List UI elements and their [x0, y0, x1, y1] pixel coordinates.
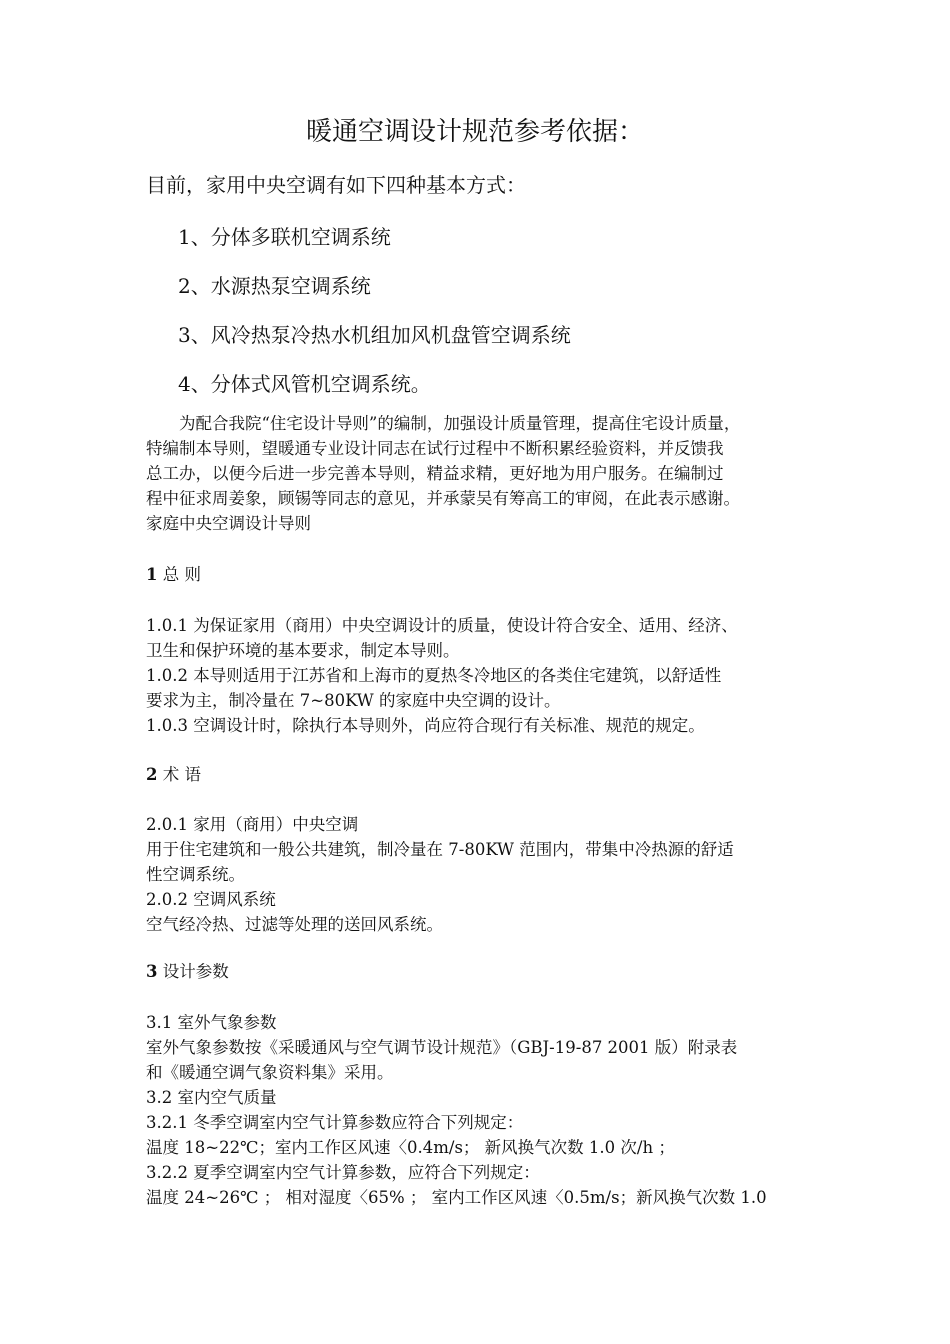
section-title: 总 则: [162, 565, 201, 584]
clause-line: 1.0.2 本导则适用于江苏省和上海市的夏热冬冷地区的各类住宅建筑，以舒适性: [146, 666, 722, 685]
section-1-heading: [146, 562, 201, 587]
method-item-2: 2、水源热泵空调系统: [178, 274, 371, 298]
section-title: 设计参数: [162, 962, 229, 981]
clause-line: 用于住宅建筑和一般公共建筑，制冷量在 7-80KW 范围内，带集中冷热源的舒适: [146, 840, 734, 859]
clause-line: 性空调系统。: [146, 865, 245, 884]
intro-text: 目前，家用中央空调有如下四种基本方式：: [146, 173, 526, 197]
preface-line: 特编制本导则，望暖通专业设计同志在试行过程中不断积累经验资料，并反馈我: [146, 439, 724, 458]
clause-line: 3.1 室外气象参数: [146, 1013, 277, 1032]
section-3-heading: [146, 959, 229, 984]
method-item-3: 3、风冷热泵冷热水机组加风机盘管空调系统: [178, 323, 571, 347]
method-item-4: 4、分体式风管机空调系统。: [178, 372, 431, 396]
section-2-heading: [146, 762, 201, 787]
clause-line: 2.0.2 空调风系统: [146, 890, 276, 909]
clause-line: 要求为主，制冷量在 7~80KW 的家庭中央空调的设计。: [146, 691, 561, 710]
section-1-body: [146, 613, 810, 738]
preface-line: 总工办，以便今后进一步完善本导则，精益求精，更好地为用户服务。在编制过: [146, 464, 724, 483]
clause-line: 室外气象参数按《采暖通风与空气调节设计规范》（GBJ-19-87 2001 版）附录表: [146, 1038, 738, 1057]
clause-line: 3.2.1 冬季空调室内空气计算参数应符合下列规定：: [146, 1113, 524, 1132]
clause-line: 3.2 室内空气质量: [146, 1088, 277, 1107]
section-2-body: [146, 812, 810, 937]
section-number: 3: [146, 962, 158, 981]
section-number: 1: [146, 565, 158, 584]
clause-line: 1.0.1 为保证家用（商用）中央空调设计的质量，使设计符合安全、适用、经济、: [146, 616, 738, 635]
clause-line: 温度 18~22℃；室内工作区风速〈0.4m/s； 新风换气次数 1.0 次/h ；: [146, 1138, 675, 1157]
clause-line: 和《暖通空调气象资料集》采用。: [146, 1063, 394, 1082]
clause-line: 卫生和保护环境的基本要求，制定本导则。: [146, 641, 460, 660]
preface-line: 程中征求周姜象，顾锡等同志的意见，并承蒙吴有筹高工的审阅，在此表示感谢。: [146, 489, 740, 508]
clause-line: 空气经冷热、过滤等处理的送回风系统。: [146, 915, 443, 934]
preface-paragraph: [146, 411, 810, 536]
method-item-1: 1、分体多联机空调系统: [178, 225, 391, 249]
clause-line: 温度 24~26℃ ； 相对湿度〈65% ； 室内工作区风速〈0.5m/s；新风换气次数 1.0: [146, 1188, 767, 1207]
section-3-body: [146, 1010, 810, 1210]
clause-line: 1.0.3 空调设计时，除执行本导则外，尚应符合现行有关标准、规范的规定。: [146, 716, 705, 735]
page-title: 暖通空调设计规范参考依据：: [305, 117, 644, 147]
document-subtitle: 家庭中央空调设计导则: [146, 514, 311, 533]
clause-line: 2.0.1 家用（商用）中央空调: [146, 815, 359, 834]
section-title: 术 语: [162, 765, 201, 784]
clause-line: 3.2.2 夏季空调室内空气计算参数，应符合下列规定：: [146, 1163, 540, 1182]
preface-line: 为配合我院“住宅设计导则”的编制，加强设计质量管理，提高住宅设计质量，: [146, 414, 741, 433]
section-number: 2: [146, 765, 158, 784]
